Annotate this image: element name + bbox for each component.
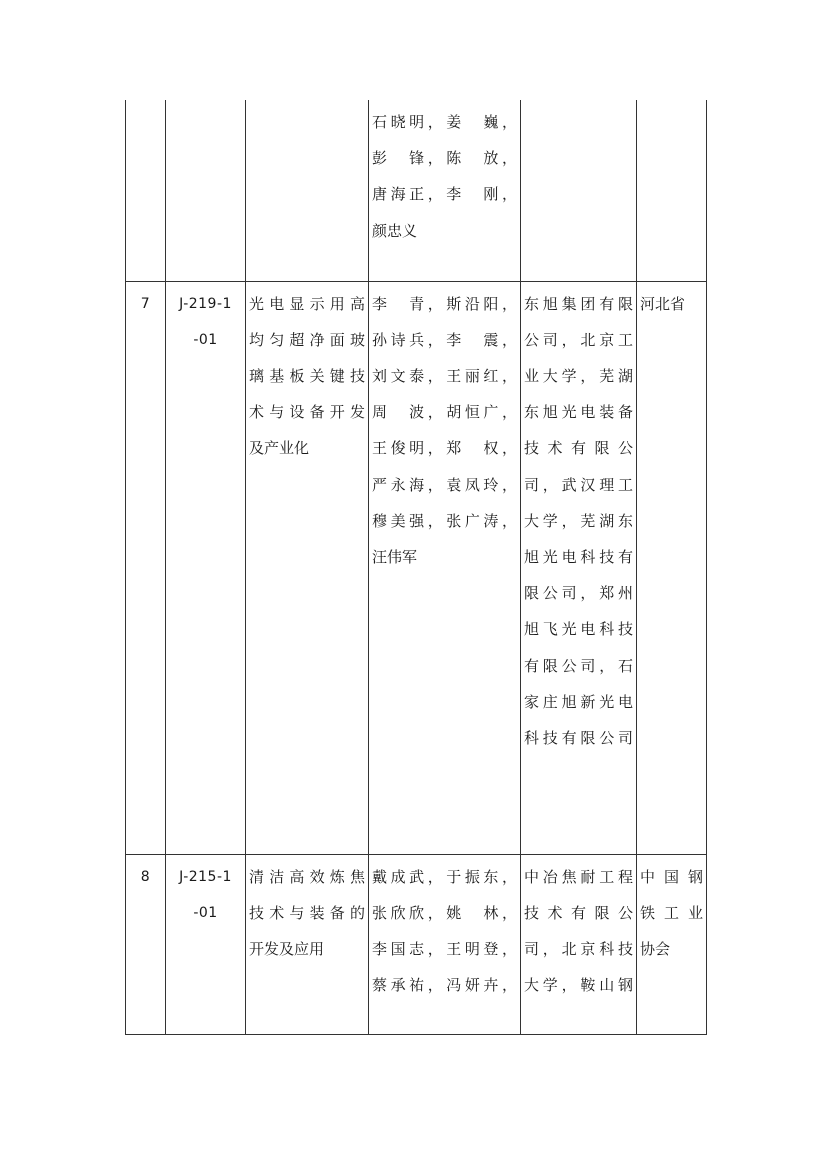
cell-line: 有限公司，石 [524,656,633,675]
cell-recommender [637,854,707,1034]
cell-number [126,281,166,854]
cell-line: 中国钢 [640,867,703,886]
cell-line: 石晓明，姜 巍， [372,113,517,131]
cell-line: 东旭集团有限 [524,294,633,313]
cell-line: 技术与装备的 [249,903,365,922]
cell-line: 严永海，袁凤玲， [372,475,517,494]
award-table [125,100,707,1035]
cell-persons [369,100,521,281]
cell-line: 中冶焦耐工程 [524,867,633,886]
cell-line: 璃基板关键技 [249,366,365,385]
cell-line: 李国志，王明登， [372,939,517,958]
cell-project-id [166,854,246,1034]
cell-units [521,281,637,854]
cell-line: 大学，鞍山钢 [524,976,633,995]
cell-line: 业大学，芜湖 [524,366,633,385]
cell-line: 周 波，胡恒广， [372,403,517,422]
cell-line: 光电显示用高 [249,294,365,313]
cell-line: -01 [193,331,218,348]
cell-line: 家庄旭新光电 [524,692,633,711]
cell-line: 孙诗兵，李 震， [372,330,517,349]
cell-line: 张欣欣，姚 林， [372,903,517,922]
cell-persons [369,281,521,854]
cell-line: 李 青，斯沿阳， [372,294,517,313]
cell-line: 协会 [640,939,671,958]
cell-project-id [166,281,246,854]
cell-line: 唐海正，李 刚， [372,185,517,204]
cell-units [521,100,637,281]
cell-line: -01 [193,904,218,921]
cell-line: 技术有限公 [524,439,633,458]
cell-line: 东旭光电装备 [524,403,633,422]
cell-project-id [166,100,246,281]
cell-line: 技术有限公 [524,903,633,922]
cell-line: 戴成武，于振东， [372,867,517,886]
table-row [126,854,707,1034]
cell-line: 术与设备开发 [249,403,365,422]
cell-recommender [637,100,707,281]
cell-line: 及产业化 [249,439,310,458]
cell-line: 汪伟军 [372,547,418,566]
cell-project-title [246,281,369,854]
cell-line: 均匀超净面玻 [249,330,365,349]
cell-recommender [637,281,707,854]
cell-line: 刘文泰，王丽红， [372,366,517,385]
cell-line: 旭飞光电科技 [524,620,633,639]
cell-line: 铁工业 [640,903,703,922]
cell-line: 8 [140,868,151,885]
cell-line: 限公司，郑州 [524,584,633,603]
cell-line: 旭光电科技有 [524,547,633,566]
cell-line: 穆美强，张广涛， [372,511,517,530]
cell-line: 公司，北京工 [524,330,633,349]
cell-line: 王俊明，郑 权， [372,439,517,458]
cell-line: 彭 锋，陈 放， [372,149,517,168]
cell-line: 大学，芜湖东 [524,511,633,530]
cell-persons [369,854,521,1034]
cell-line: 蔡承祐，冯妍卉， [372,976,517,995]
cell-line: 7 [140,295,151,312]
table-row [126,100,707,281]
table-row [126,281,707,854]
cell-line: 河北省 [640,294,686,313]
cell-line: 清洁高效炼焦 [249,867,365,886]
cell-number [126,100,166,281]
cell-line: 开发及应用 [249,939,325,958]
cell-line: 颜忠义 [372,221,418,240]
table-body [126,100,707,1034]
cell-line: 科技有限公司 [524,728,633,747]
cell-line: J-219-1 [179,295,232,312]
cell-project-title [246,100,369,281]
cell-number [126,854,166,1034]
cell-line: 司，武汉理工 [524,475,633,494]
cell-line: 司，北京科技 [524,939,633,958]
cell-project-title [246,854,369,1034]
cell-units [521,854,637,1034]
cell-line: J-215-1 [179,868,232,885]
